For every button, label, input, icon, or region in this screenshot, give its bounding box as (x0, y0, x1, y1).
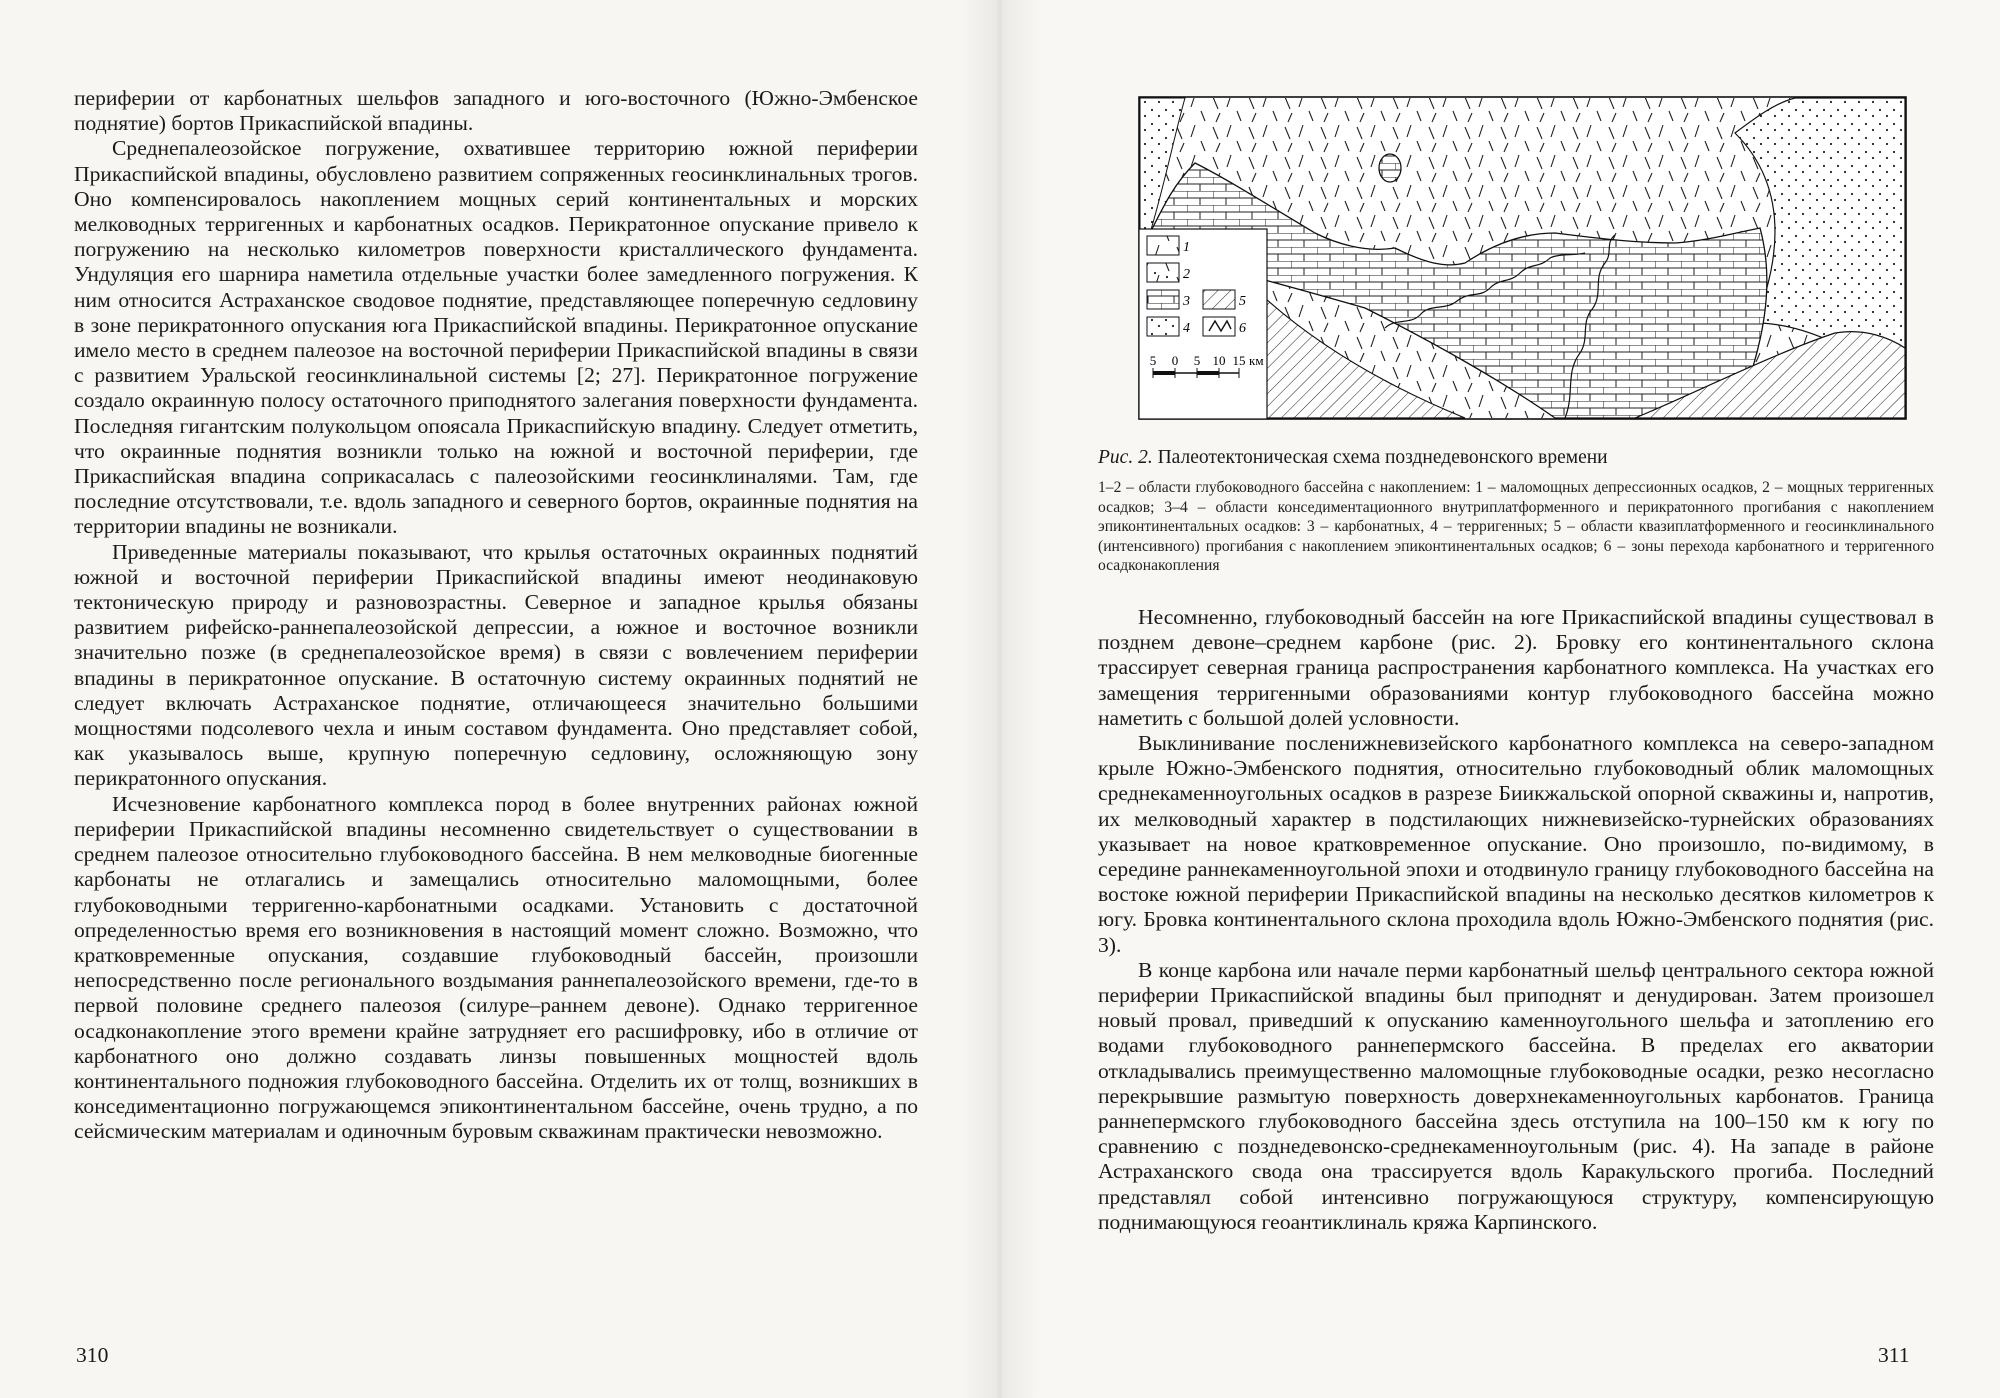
scale-tick-label: 5 (1193, 353, 1201, 368)
caption-prefix: Рис. 2. (1098, 447, 1153, 468)
paragraph: Исчезновение карбонатного комплекса пород в более внутренних районах южной периферии Прикаспийской впадины несомненно свидетельствует о существовании в среднем палеозое относительно глубоководного бассейна. В нем мелководные биогенные карбонаты не отлагались и замещались относительно маломощными, более глубоководными терригенно-карбонатными осадками. Установить с достаточной определенностью время его возникновения в настоящий момент сложно. Возможно, что кратковременные опускания, создавшие глубоководный бассейн, произошли непосредственно после регионального воздымания раннепалеозойского времени, где-то в первой половине среднего палеозоя (силуре–раннем девоне). Однако терригенное осадконакопление этого времени крайне затрудняет его расшифровку, ибо в отличие от карбонатного оно должно создавать линзы повышенных мощностей вдоль континентального подножия глубоководного бассейна. Отделить их от толщ, возникших в конседиментационно погружающемся эпиконтинентальном бассейне, очень трудно, а по сейсмическим материалам и одиночным буровым скважинам практически невозможно. (74, 791, 918, 1144)
paragraph: Выклинивание посленижневизейского карбонатного комплекса на северо-западном крыле Южно-Эмбенского поднятия, относительно глубоководный облик маломощных среднекаменноугольных осадков в разрезе Биикжальской опорной скважины и, напротив, их мелководный характер в подстилающих нижневизейско-турнейских образованиях указывает на новое кратковременное опускание. Оно произошло, по-видимому, в середине раннекаменноугольной эпохи и отодвинуло границу глубоководного бассейна на востоке южной периферии Прикаспийской впадины на несколько десятков километров к югу. Бровка континентального склона проходила вдоль Южно-Эмбенского поднятия (рис. 3). (1098, 731, 1934, 957)
scale-tick-label: 15 (1232, 353, 1246, 368)
paleotectonic-map (1135, 93, 1910, 423)
paragraph: Несомненно, глубоководный бассейн на юге Прикаспийской впадины существовал в позднем девоне–среднем карбоне (рис. 2). Бровку его континентального склона трассирует северная граница распространения карбонатного комплекса. На участках его замещения терригенными образованиями контур глубоководного бассейна можно наметить с большой долей условности. (1098, 605, 1934, 730)
legend-label-6: 6 (1239, 321, 1246, 336)
legend-label-1: 1 (1183, 240, 1190, 255)
paragraph: Приведенные материалы показывают, что крылья остаточных окраинных поднятий южной и восточной периферии Прикаспийской впадины имеют неодинаковую тектоническую природу и разновозрастны. Северное и западное крылья обязаны развитием рифейско-раннепалеозойской депрессии, а южное и восточное возникли значительно позже (в среднепалеозойское время) в связи с вовлечением периферии впадины в перикратонное опускание. В остаточную систему окраинных поднятий не следует включать Астраханское поднятие, отличающееся значительно большими мощностями подсолевого чехла и иным составом фундамента. Оно представляет собой, как указывалось выше, крупную поперечную седловину, осложняющую зону перикратонного опускания. (74, 539, 918, 791)
paleotectonic-map-figure (1135, 93, 1910, 423)
legend-label-3: 3 (1183, 294, 1190, 309)
page-number-right: 311 (1878, 1343, 1910, 1367)
figure-legend-description: 1–2 – области глубоководного бассейна с накоплением: 1 – маломощных депрессионных осадков, 2 – мощных терригенных осадков; 3–4 – области конседиментационного внутриплатформенного и перикратонного прогибания с накоплением эпиконтинентальных осадков: 3 – карбонатных, 4 – терригенных; 5 – области квазиплатформенного и геосинклинального (интенсивного) прогибания с накоплением эпиконтинентальных осадков; 6 – зоны перехода карбонатного и терригенного осадконакопления (1098, 479, 1934, 575)
page-number-left: 310 (76, 1343, 109, 1367)
scale-unit-label: км (1249, 353, 1264, 368)
left-page-text (74, 86, 918, 1145)
legend-label-2: 2 (1183, 267, 1190, 282)
paragraph: периферии от карбонатных шельфов западного и юго-восточного (Южно-Эмбенское поднятие) бортов Прикаспийской впадины. (74, 86, 918, 136)
right-page-text (1098, 605, 1934, 1235)
book-gutter (960, 0, 1040, 1398)
scale-tick-label: 0 (1171, 353, 1179, 368)
paragraph: В конце карбона или начале перми карбонатный шельф центрального сектора южной периферии Прикаспийской впадины был приподнят и денудирован. Затем произошел новый провал, приведший к опусканию каменноугольного шельфа и затоплению его водами глубоководного раннепермского бассейна. В пределах его акватории откладывались преимущественно маломощные глубоководные осадки, резко несогласно перекрывшие размытую поверхность доверхнекаменноугольных карбонатов. Граница раннепермского глубоководного бассейна здесь отступила на 100–150 км к югу по сравнению с позднедевонско-среднекаменноугольным (рис. 4). На западе в районе Астраханского свода она трассируется вдоль Каракульского прогиба. Последний представлял собой интенсивно погружающуюся структуру, компенсирующую поднимающуюся геоантиклиналь кряжа Карпинского. (1098, 957, 1934, 1234)
scale-tick-label: 10 (1212, 353, 1226, 368)
figure-caption (1098, 446, 1934, 470)
scale-tick-label: 5 (1149, 353, 1157, 368)
legend-label-5: 5 (1239, 294, 1246, 309)
carbonate-buildup-outline (1379, 154, 1401, 182)
legend-label-4: 4 (1183, 321, 1190, 336)
paragraph: Среднепалеозойское погружение, охватившее территорию южной периферии Прикаспийской впадины, обусловлено развитием сопряженных геосинклинальных трогов. Оно компенсировалось накоплением мощных серий континентальных и морских мелководных терригенных и карбонатных осадков. Перикратонное опускание привело к погружению на несколько километров поверхности кристаллического фундамента. Ундуляция его шарнира наметила отдельные участки более замедленного погружения. К ним относится Астраханское сводовое поднятие, представляющее поперечную седловину в зоне перикратонного опускания юга Прикаспийской впадины. Перикратонное опускание имело место в среднем палеозое на восточной периферии Прикаспийской впадины в связи с развитием Уральской геосинклинальной системы [2; 27]. Перикратонное погружение создало окраинную полосу остаточного приподнятого залегания поверхности фундамента. Последняя гигантским полукольцом опоясала Прикаспийскую впадину. Следует отметить, что окраинные поднятия возникли только на южной и восточной периферии, где Прикаспийская впадина соприкасалась с палеозойскими геосинклиналями. Там, где последние отсутствовали, т.е. вдоль западного и северного бортов, окраинные поднятия на территории впадины не возникали. (74, 136, 918, 539)
caption-title: Палеотектоническая схема позднедевонского времени (1157, 447, 1608, 468)
